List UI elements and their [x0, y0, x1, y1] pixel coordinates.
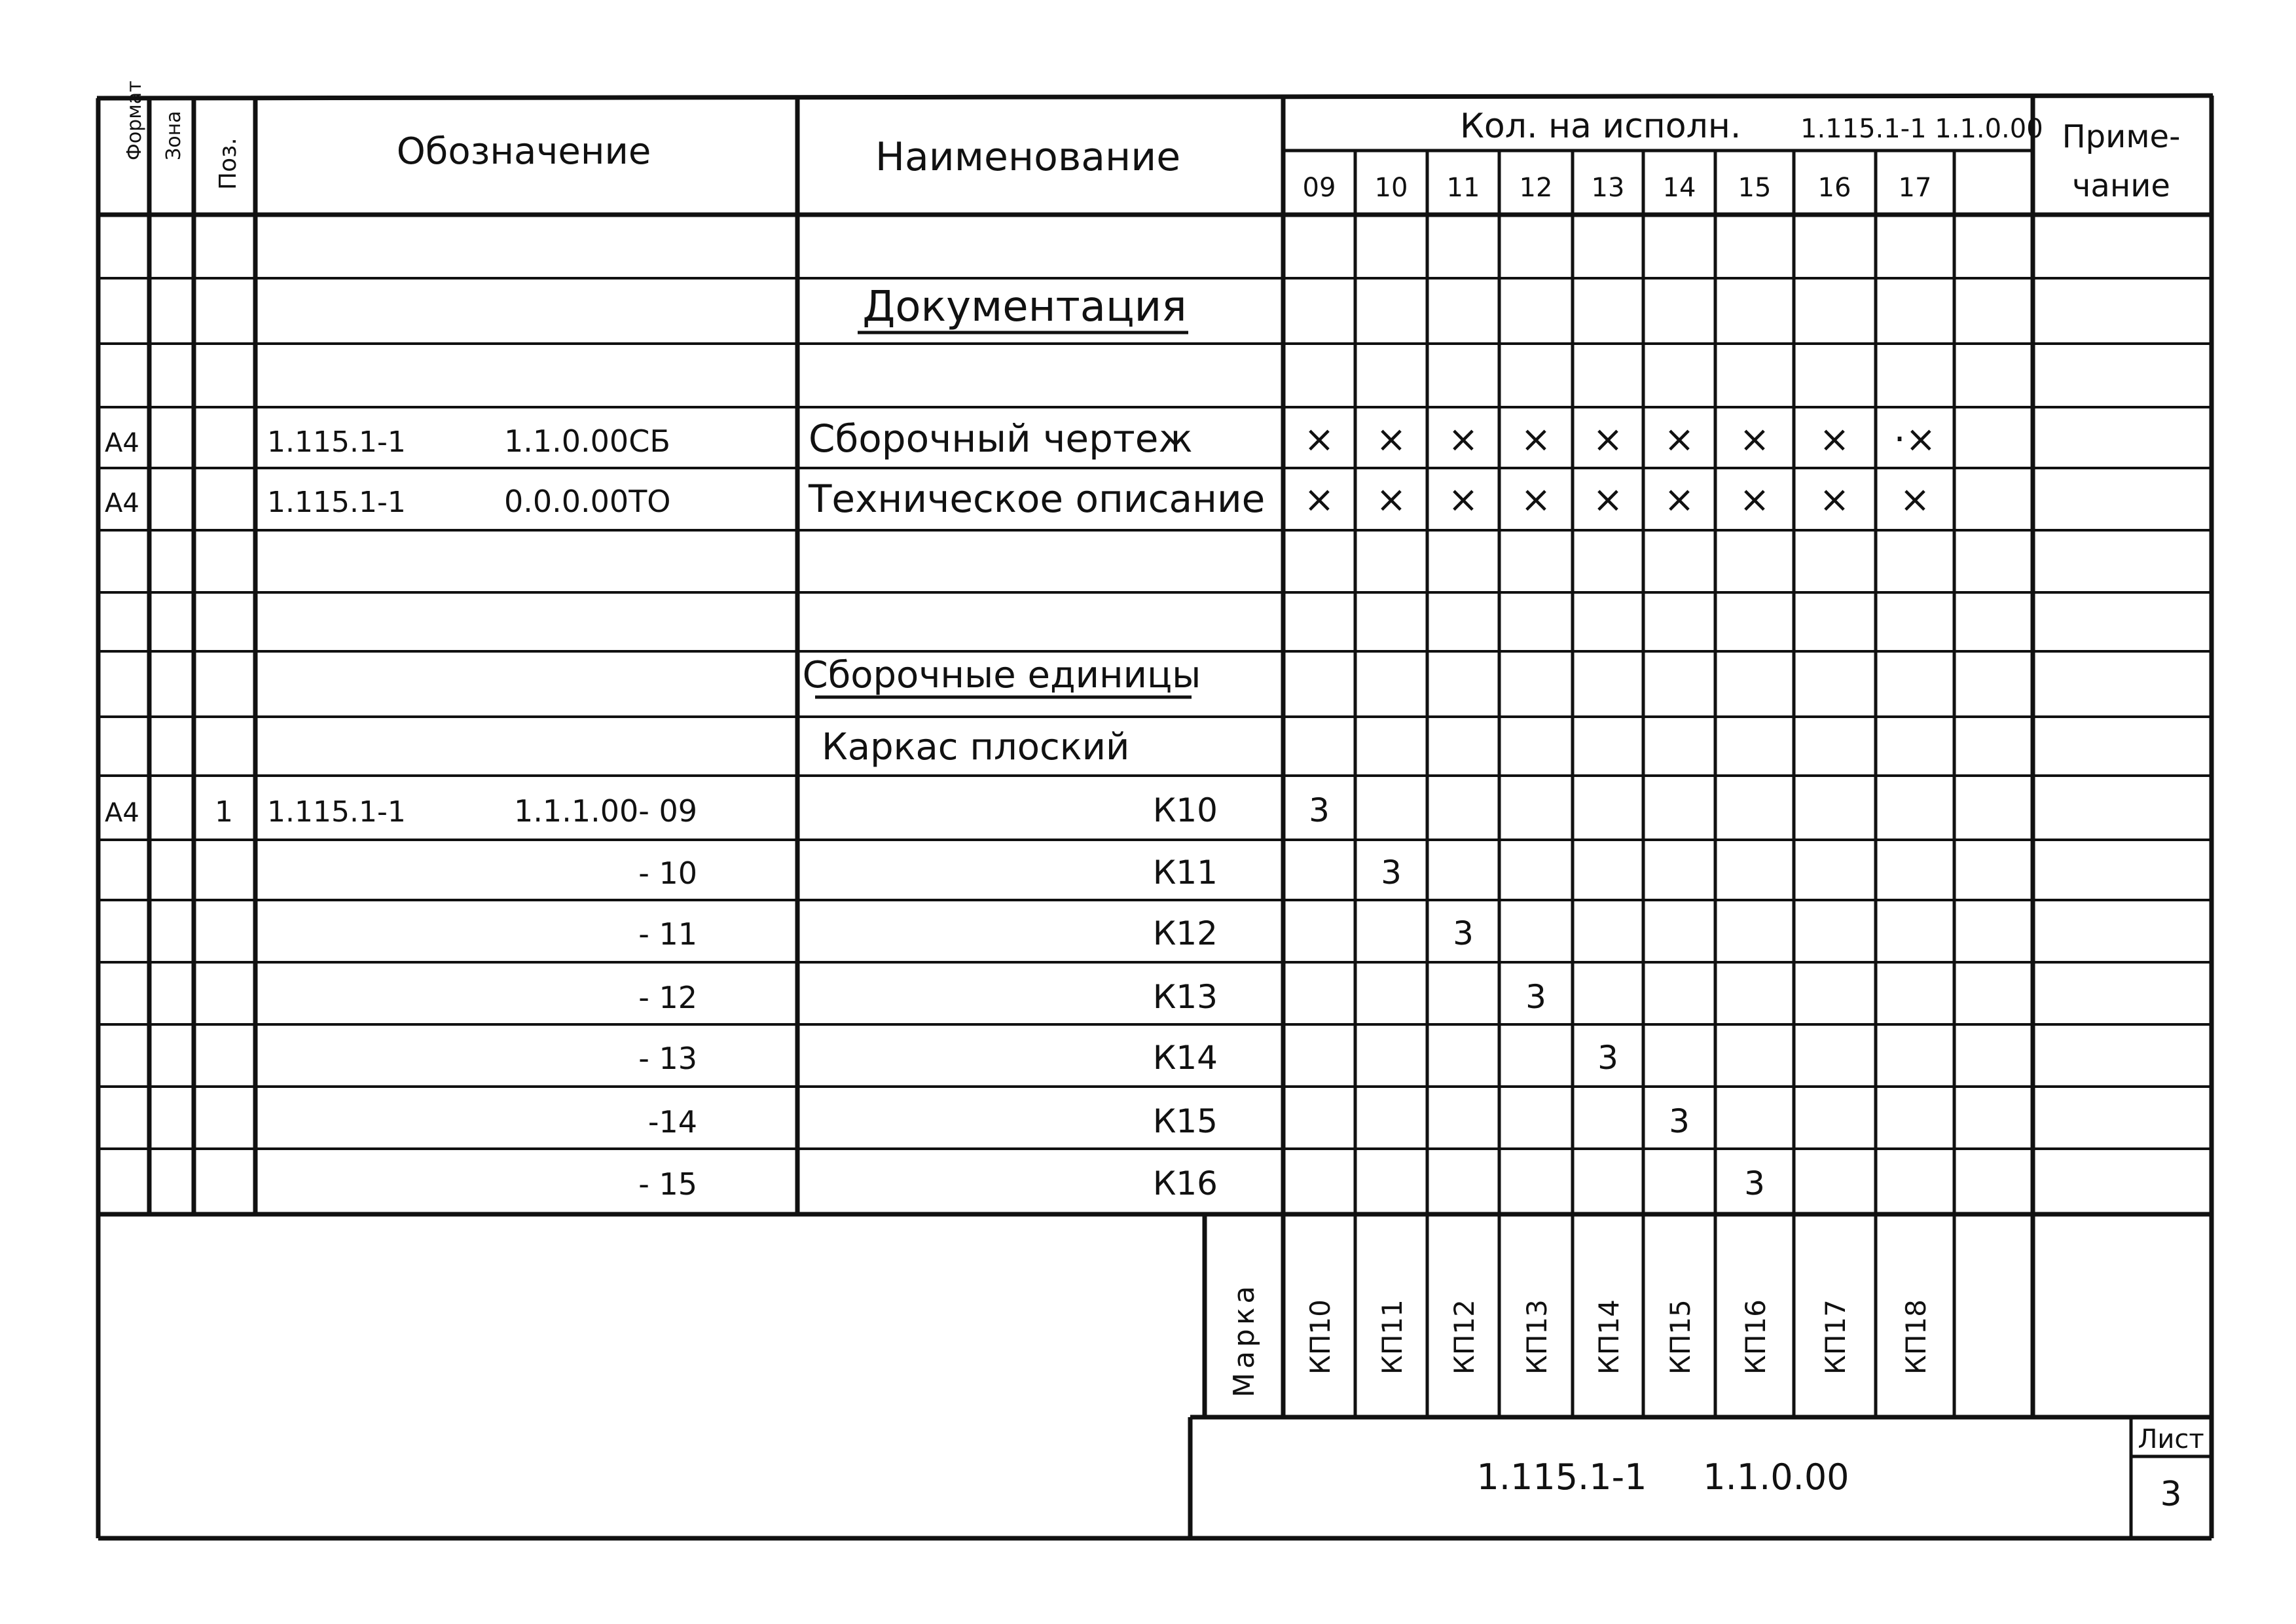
qty-column-header: 13: [1591, 173, 1625, 203]
table-row: [638, 854, 1402, 892]
mark-value: КП13: [1521, 1299, 1553, 1375]
qty-column-header: 10: [1374, 173, 1408, 203]
qty-mark: ×: [1520, 418, 1552, 461]
row-name: Сборочный чертеж: [809, 416, 1193, 461]
row-doc-number: 1.1.1.00- 09: [514, 793, 697, 829]
qty-mark: ·×: [1893, 418, 1937, 461]
qty-mark: ×: [1303, 418, 1335, 461]
qty-mark: ×: [1448, 418, 1479, 461]
qty-mark: ×: [1739, 478, 1770, 521]
row-name: К10: [1152, 791, 1218, 829]
sheet-number: 3: [2160, 1475, 2182, 1514]
qty-mark: ×: [1303, 478, 1335, 521]
qty-mark: ×: [1739, 418, 1770, 461]
header-name: Наименование: [875, 134, 1181, 180]
header-qty-ref: 1.115.1-1 1.1.0.00: [1800, 114, 2043, 144]
row-position: 1: [215, 795, 233, 829]
qty-value: 3: [1453, 914, 1474, 952]
header-note-line2: чание: [2072, 168, 2170, 204]
qty-value: 3: [1381, 854, 1402, 892]
row-name: К15: [1152, 1102, 1218, 1140]
row-code: 1.115.1-1: [267, 486, 406, 519]
qty-value: 3: [1669, 1102, 1690, 1140]
qty-column-header: 12: [1519, 173, 1553, 203]
qty-value: 3: [1744, 1164, 1765, 1202]
row-doc-number: - 11: [638, 916, 697, 952]
table-row: [638, 914, 1474, 952]
qty-column-headers: [1303, 173, 1932, 203]
mark-value: КП10: [1304, 1299, 1336, 1375]
mark-values: [1304, 1299, 1932, 1375]
header-designation: Обозначение: [396, 130, 651, 173]
table-row: [638, 978, 1546, 1016]
title-block-designation: 1.115.1-1 1.1.0.00: [1476, 1456, 1850, 1498]
mark-value: КП12: [1448, 1299, 1480, 1375]
row-doc-number: - 12: [638, 980, 697, 1015]
row-format: А4: [105, 798, 139, 828]
row-doc-number: - 15: [638, 1166, 697, 1202]
header-note-line1: Приме-: [2062, 118, 2181, 155]
row-code: 1.115.1-1: [267, 425, 406, 459]
table-row: [105, 416, 1936, 461]
assembly-unit-rows: [105, 791, 1765, 1202]
qty-value: 3: [1309, 791, 1330, 829]
header-zone: Зона: [162, 111, 185, 160]
row-doc-number: - 10: [638, 856, 697, 891]
row-doc-number: -14: [647, 1104, 697, 1140]
row-name: К12: [1152, 914, 1218, 952]
qty-mark: ×: [1376, 478, 1407, 521]
qty-mark: ×: [1448, 478, 1479, 521]
qty-mark: ×: [1592, 478, 1624, 521]
row-format: А4: [105, 428, 139, 458]
qty-mark: ×: [1592, 418, 1624, 461]
row-format: А4: [105, 488, 139, 518]
qty-column-header: 09: [1302, 173, 1336, 203]
table-row: [105, 791, 1330, 829]
row-name: К16: [1152, 1164, 1218, 1202]
mark-value: КП15: [1664, 1299, 1696, 1375]
qty-mark: ×: [1664, 418, 1695, 461]
row-doc-number: - 13: [638, 1041, 697, 1076]
table-row: [638, 1164, 1765, 1202]
header-format: Формат: [123, 81, 146, 160]
mark-value: КП11: [1376, 1299, 1408, 1375]
row-name: Техническое описание: [809, 477, 1266, 521]
header-pos: Поз.: [215, 137, 242, 190]
qty-mark: ×: [1376, 418, 1407, 461]
mark-value: КП17: [1819, 1299, 1851, 1375]
qty-column-header: 15: [1738, 173, 1772, 203]
qty-column-header: 16: [1817, 173, 1851, 203]
qty-mark: ×: [1520, 478, 1552, 521]
qty-mark: ×: [1819, 418, 1850, 461]
qty-mark: ×: [1819, 478, 1850, 521]
row-name: К11: [1152, 854, 1218, 892]
mark-value: КП18: [1900, 1299, 1932, 1375]
section-assembly-units: Сборочные единицы: [802, 654, 1201, 696]
qty-mark: ×: [1899, 478, 1931, 521]
header-qty-label: Кол. на исполн.: [1460, 107, 1741, 146]
qty-column-header: 11: [1446, 173, 1480, 203]
row-doc-number: 0.0.0.00ТО: [504, 484, 671, 519]
row-name: К14: [1152, 1039, 1218, 1077]
row-doc-number: 1.1.0.00СБ: [504, 424, 670, 459]
table-row: [638, 1039, 1618, 1077]
marks-label: Марка: [1228, 1282, 1261, 1398]
qty-column-header: 14: [1662, 173, 1696, 203]
qty-mark: ×: [1664, 478, 1695, 521]
mark-value: КП16: [1740, 1299, 1772, 1375]
qty-value: 3: [1597, 1039, 1618, 1077]
section-frame-title: Каркас плоский: [822, 726, 1130, 768]
row-code: 1.115.1-1: [267, 795, 406, 829]
table-row: [648, 1102, 1690, 1140]
section-documentation: Документация: [862, 283, 1187, 331]
table-row: [105, 477, 1930, 521]
row-name: К13: [1152, 978, 1218, 1016]
sheet-label: Лист: [2138, 1424, 2204, 1454]
qty-value: 3: [1525, 978, 1546, 1016]
qty-column-header: 17: [1898, 173, 1932, 203]
mark-value: КП14: [1593, 1299, 1625, 1375]
